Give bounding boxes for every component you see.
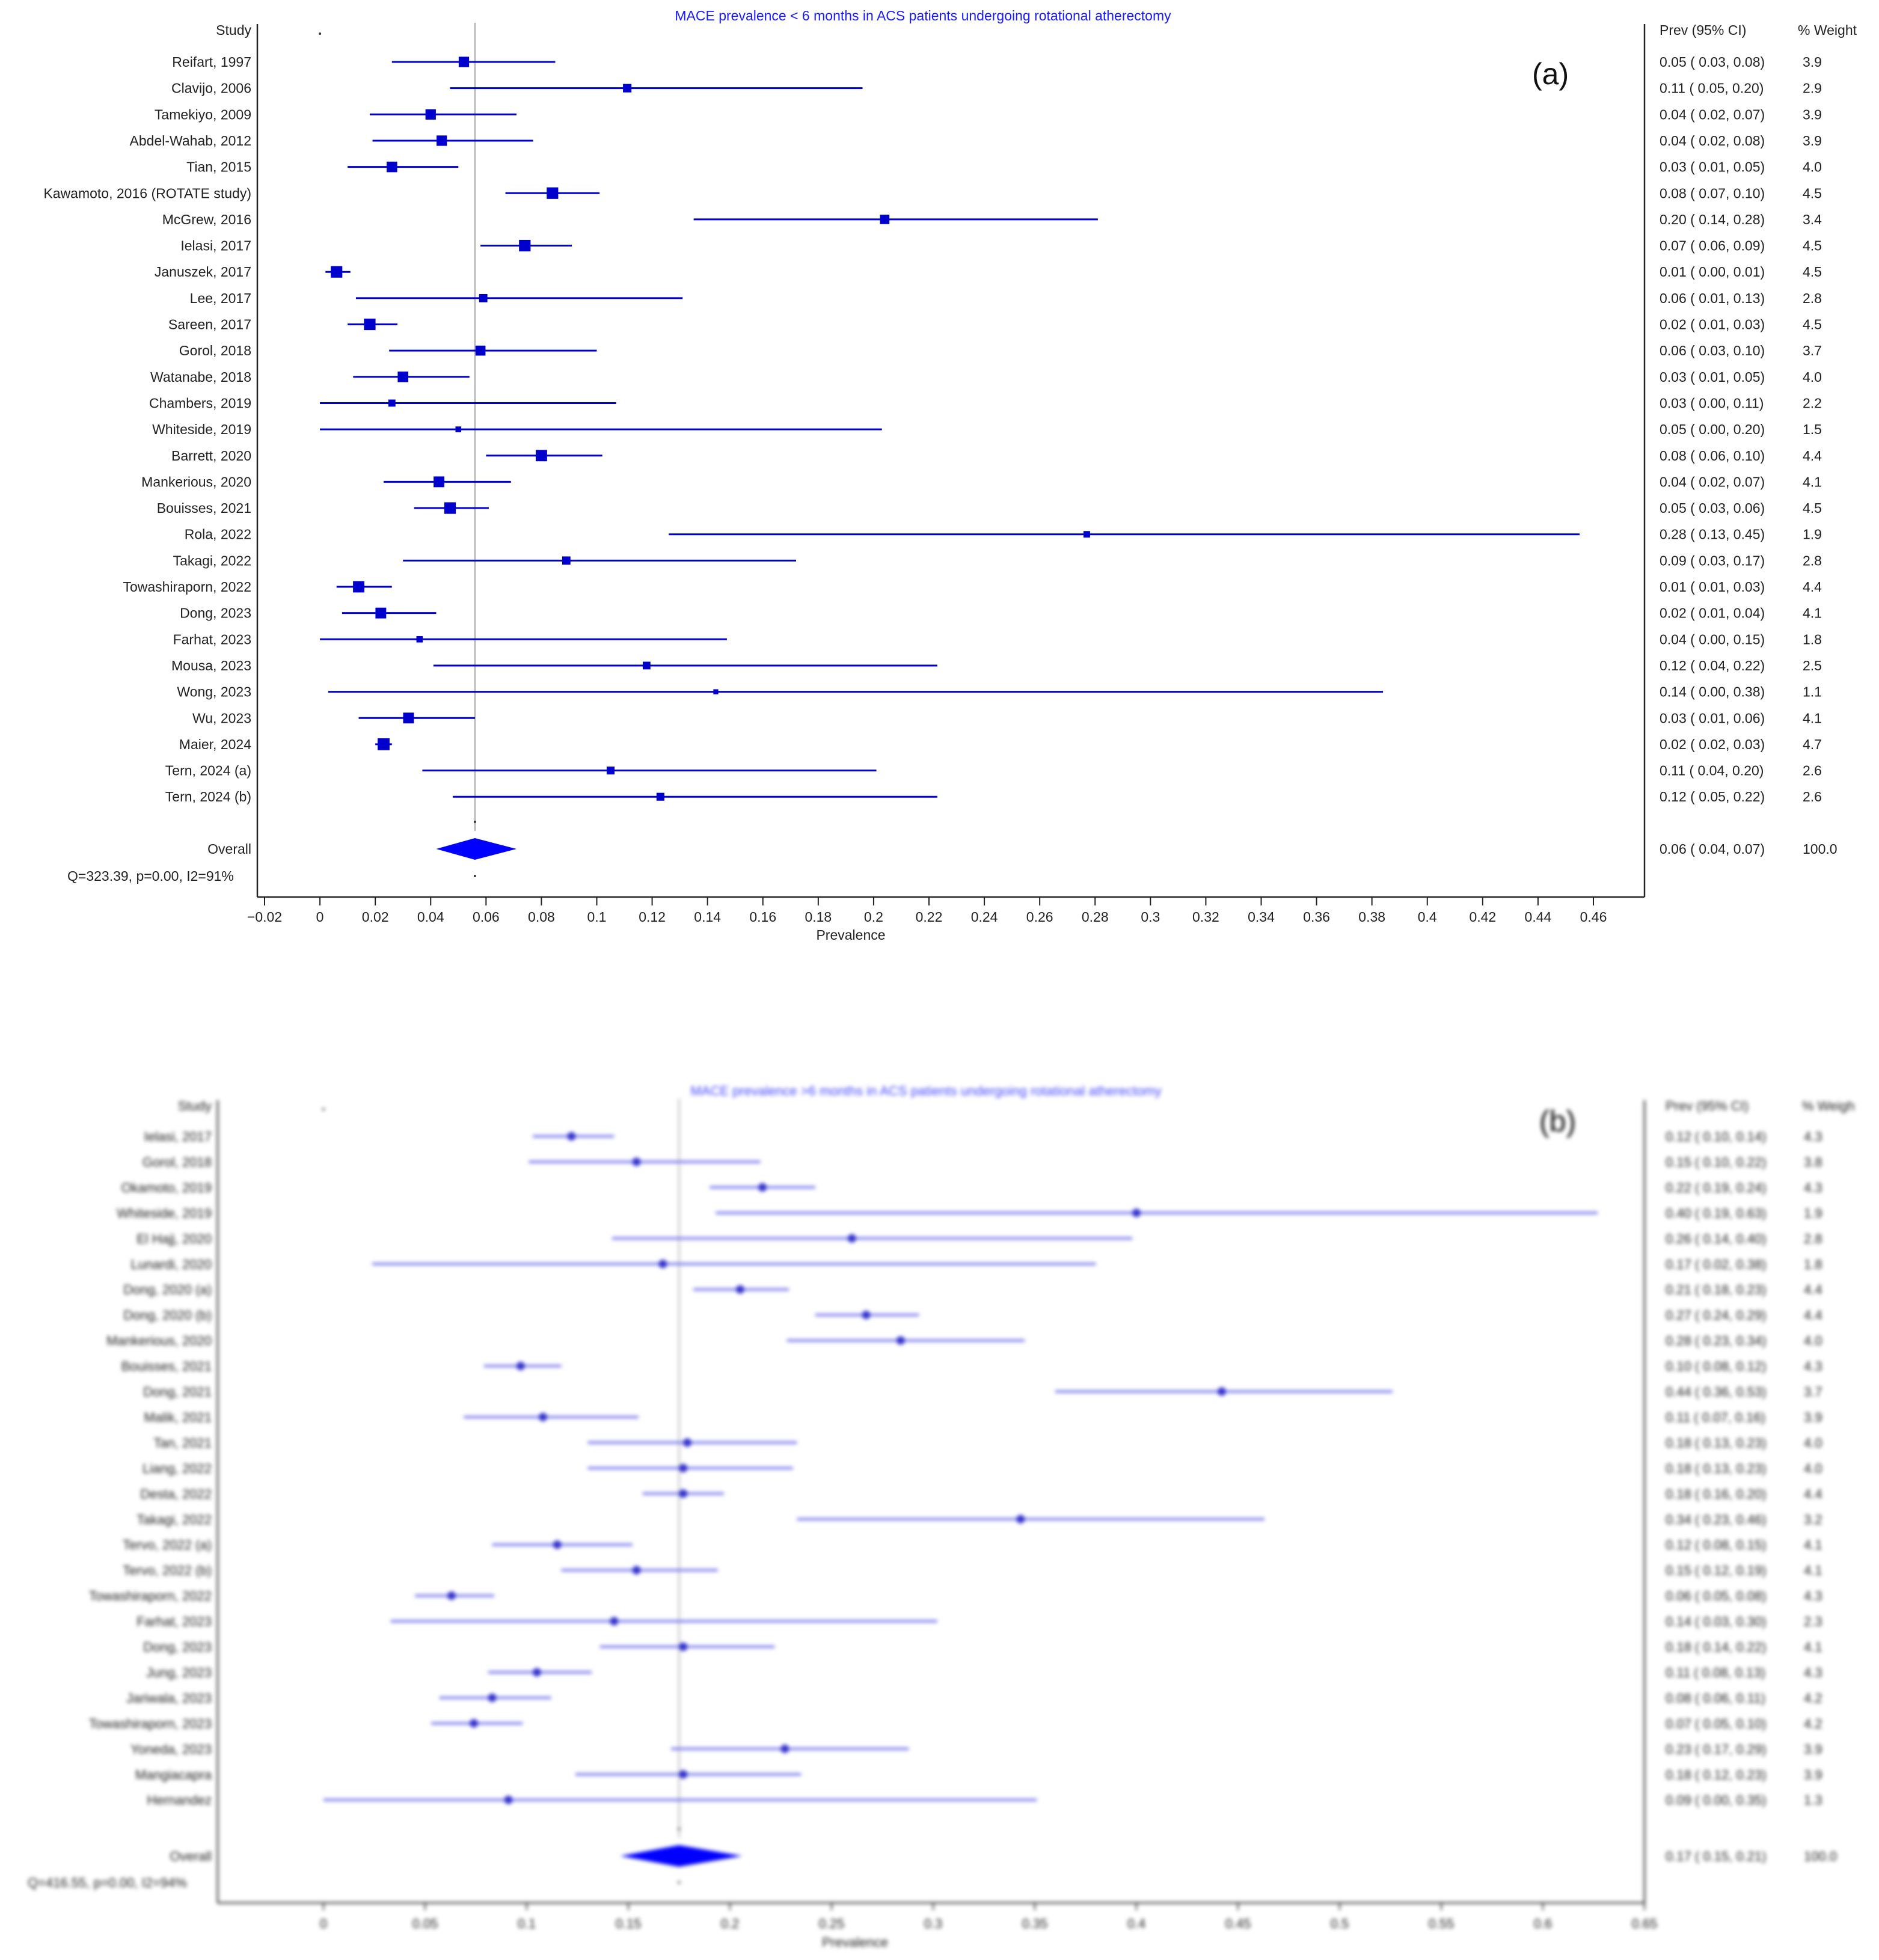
point-estimate-marker bbox=[470, 1719, 478, 1727]
x-tick-label: 0.15 bbox=[615, 1916, 642, 1931]
study-label: Januszek, 2017 bbox=[154, 264, 251, 280]
study-label: Dong, 2020 (a) bbox=[123, 1282, 212, 1297]
ci-text: 0.09 ( 0.00, 0.35) bbox=[1666, 1792, 1767, 1808]
x-tick-label: 0.28 bbox=[1081, 909, 1109, 925]
study-label: Jariwala, 2023 bbox=[126, 1690, 212, 1706]
x-tick-label: 0.1 bbox=[587, 909, 607, 925]
study-label: Reifart, 1997 bbox=[172, 54, 251, 70]
study-label: Whiteside, 2019 bbox=[117, 1205, 212, 1221]
point-estimate-marker bbox=[519, 240, 530, 251]
weight-text: 3.9 bbox=[1804, 1767, 1822, 1783]
weight-text: 4.3 bbox=[1804, 1588, 1822, 1604]
ci-text: 0.11 ( 0.08, 0.13) bbox=[1666, 1665, 1765, 1680]
study-label: Dong, 2023 bbox=[180, 605, 251, 621]
weight-text: 2.6 bbox=[1803, 762, 1822, 779]
study-label: Takagi, 2022 bbox=[173, 553, 251, 569]
ci-text: 0.04 ( 0.02, 0.07) bbox=[1660, 474, 1765, 490]
ci-text: 0.06 ( 0.01, 0.13) bbox=[1660, 290, 1765, 306]
weight-text: 2.9 bbox=[1803, 80, 1822, 96]
x-tick-label: 0.65 bbox=[1631, 1916, 1658, 1931]
weight-text: 3.4 bbox=[1803, 211, 1822, 227]
weight-text: 4.5 bbox=[1803, 237, 1822, 254]
ci-text: 0.12 ( 0.04, 0.22) bbox=[1660, 657, 1765, 673]
header-dot bbox=[322, 1108, 325, 1110]
point-estimate-marker bbox=[607, 767, 615, 774]
study-label: El Hajj, 2020 bbox=[136, 1231, 212, 1246]
point-estimate-marker bbox=[713, 689, 718, 694]
x-tick-label: 0.2 bbox=[720, 1916, 740, 1931]
point-estimate-marker bbox=[536, 450, 547, 461]
study-label: Bouisses, 2021 bbox=[156, 500, 251, 516]
point-estimate-marker bbox=[447, 1591, 456, 1600]
ci-text: 0.05 ( 0.00, 0.20) bbox=[1660, 421, 1765, 438]
x-tick-label: 0.14 bbox=[694, 909, 722, 925]
ci-column-header: Prev (95% CI) bbox=[1666, 1098, 1749, 1113]
x-tick-label: 0.3 bbox=[1141, 909, 1160, 925]
header-dot bbox=[319, 32, 321, 35]
weight-text: 4.5 bbox=[1803, 500, 1822, 516]
point-estimate-marker bbox=[353, 581, 364, 593]
reference-dot-top bbox=[474, 821, 476, 823]
point-estimate-marker bbox=[539, 1413, 547, 1421]
ci-text: 0.20 ( 0.14, 0.28) bbox=[1660, 211, 1765, 227]
study-label: Farhat, 2023 bbox=[173, 631, 251, 648]
weight-text: 4.0 bbox=[1804, 1435, 1822, 1451]
study-label: Towashiraporn, 2022 bbox=[88, 1588, 212, 1604]
point-estimate-marker bbox=[504, 1796, 513, 1804]
study-label: Barrett, 2020 bbox=[171, 447, 251, 464]
ci-text: 0.12 ( 0.10, 0.14) bbox=[1666, 1129, 1767, 1144]
point-estimate-marker bbox=[437, 135, 447, 145]
study-label: Tian, 2015 bbox=[186, 159, 251, 175]
ci-text: 0.14 ( 0.00, 0.38) bbox=[1660, 684, 1765, 700]
ci-text: 0.04 ( 0.00, 0.15) bbox=[1660, 631, 1765, 648]
point-estimate-marker bbox=[633, 1157, 641, 1166]
weight-text: 4.3 bbox=[1804, 1665, 1822, 1680]
study-label: Mousa, 2023 bbox=[171, 657, 251, 673]
point-estimate-marker bbox=[364, 319, 375, 330]
weight-text: 1.9 bbox=[1804, 1205, 1822, 1221]
x-tick-label: 0.44 bbox=[1524, 909, 1552, 925]
study-label: Mangiacapra bbox=[135, 1767, 212, 1783]
weight-text: 1.3 bbox=[1804, 1792, 1822, 1808]
ci-text: 0.02 ( 0.01, 0.04) bbox=[1660, 605, 1765, 621]
ci-text: 0.22 ( 0.19, 0.24) bbox=[1666, 1180, 1767, 1195]
weight-text: 2.8 bbox=[1804, 1231, 1822, 1246]
heterogeneity-stats: Q=416.55, p=0.00, I2=94% bbox=[28, 1875, 187, 1890]
ci-text: 0.44 ( 0.36, 0.53) bbox=[1666, 1384, 1767, 1400]
ci-text: 0.01 ( 0.01, 0.03) bbox=[1660, 579, 1765, 595]
ci-text: 0.07 ( 0.05, 0.10) bbox=[1666, 1716, 1767, 1732]
study-label: Gorol, 2018 bbox=[179, 343, 251, 359]
study-label: Towashiraporn, 2022 bbox=[123, 579, 251, 595]
panel-label: (b) bbox=[1539, 1104, 1577, 1138]
x-tick-label: 0.55 bbox=[1428, 1916, 1454, 1931]
weight-column-header: % Weight bbox=[1798, 22, 1857, 38]
study-label: Hernandez bbox=[147, 1792, 212, 1808]
study-label: Wong, 2023 bbox=[177, 684, 251, 700]
ci-text: 0.26 ( 0.14, 0.40) bbox=[1666, 1231, 1767, 1246]
x-tick-label: 0 bbox=[316, 909, 324, 925]
ci-text: 0.05 ( 0.03, 0.06) bbox=[1660, 500, 1765, 516]
overall-diamond bbox=[436, 838, 516, 860]
ci-text: 0.40 ( 0.19, 0.63) bbox=[1666, 1205, 1767, 1221]
chart-title: MACE prevalence < 6 months in ACS patients undergoing rotational atherectomy bbox=[675, 8, 1171, 23]
study-label: Tervo, 2022 (b) bbox=[123, 1563, 212, 1578]
point-estimate-marker bbox=[444, 502, 456, 513]
point-estimate-marker bbox=[476, 346, 486, 356]
ci-text: 0.18 ( 0.12, 0.23) bbox=[1666, 1767, 1767, 1783]
ci-text: 0.18 ( 0.14, 0.22) bbox=[1666, 1640, 1767, 1655]
x-tick-label: 0.2 bbox=[863, 909, 883, 925]
weight-text: 3.9 bbox=[1803, 106, 1822, 123]
point-estimate-marker bbox=[897, 1337, 905, 1345]
overall-ci-text: 0.06 ( 0.04, 0.07) bbox=[1660, 841, 1765, 857]
overall-label: Overall bbox=[207, 841, 251, 857]
ci-text: 0.18 ( 0.13, 0.23) bbox=[1666, 1435, 1767, 1451]
study-label: Whiteside, 2019 bbox=[152, 421, 251, 438]
x-tick-label: 0.38 bbox=[1358, 909, 1386, 925]
point-estimate-marker bbox=[880, 215, 889, 224]
weight-text: 4.1 bbox=[1804, 1563, 1822, 1578]
x-tick-label: 0.06 bbox=[472, 909, 500, 925]
ci-text: 0.12 ( 0.05, 0.22) bbox=[1660, 789, 1765, 805]
ci-text: 0.12 ( 0.08, 0.15) bbox=[1666, 1537, 1767, 1553]
weight-text: 2.5 bbox=[1803, 657, 1822, 673]
study-label: Bouisses, 2021 bbox=[121, 1359, 212, 1374]
study-label: Takagi, 2022 bbox=[136, 1511, 212, 1527]
study-label: Gorol, 2018 bbox=[143, 1154, 212, 1170]
overall-weight-text: 100.0 bbox=[1804, 1849, 1838, 1864]
x-tick-label: 0.6 bbox=[1533, 1916, 1553, 1931]
ci-text: 0.06 ( 0.05, 0.08) bbox=[1666, 1588, 1767, 1604]
point-estimate-marker bbox=[848, 1234, 856, 1243]
study-column-header: Study bbox=[216, 22, 251, 38]
x-tick-label: 0.45 bbox=[1225, 1916, 1251, 1931]
x-tick-label: 0.22 bbox=[915, 909, 943, 925]
ci-text: 0.04 ( 0.02, 0.08) bbox=[1660, 132, 1765, 149]
weight-text: 4.4 bbox=[1804, 1308, 1822, 1323]
overall-ci-text: 0.17 ( 0.15, 0.21) bbox=[1666, 1849, 1767, 1864]
ci-text: 0.09 ( 0.03, 0.17) bbox=[1660, 553, 1765, 569]
ci-text: 0.28 ( 0.13, 0.45) bbox=[1660, 526, 1765, 542]
weight-text: 3.8 bbox=[1804, 1154, 1822, 1170]
weight-text: 4.1 bbox=[1803, 710, 1822, 726]
weight-text: 4.3 bbox=[1804, 1359, 1822, 1374]
x-tick-label: 0.12 bbox=[639, 909, 666, 925]
ci-text: 0.15 ( 0.12, 0.19) bbox=[1666, 1563, 1767, 1578]
point-estimate-marker bbox=[459, 57, 469, 67]
weight-text: 4.0 bbox=[1804, 1460, 1822, 1476]
weight-text: 4.5 bbox=[1803, 316, 1822, 332]
weight-text: 4.0 bbox=[1803, 159, 1822, 175]
point-estimate-marker bbox=[331, 266, 342, 278]
point-estimate-marker bbox=[610, 1617, 618, 1626]
study-column-header: Study bbox=[177, 1098, 212, 1113]
weight-text: 3.9 bbox=[1804, 1741, 1822, 1757]
ci-text: 0.18 ( 0.16, 0.20) bbox=[1666, 1486, 1767, 1502]
study-label: Dong, 2021 bbox=[143, 1384, 212, 1400]
point-estimate-marker bbox=[780, 1745, 789, 1753]
x-tick-label: 0.32 bbox=[1192, 909, 1219, 925]
study-label: Mankerious, 2020 bbox=[106, 1333, 212, 1349]
reference-dot-bottom bbox=[474, 875, 476, 877]
x-tick-label: 0.3 bbox=[924, 1916, 943, 1931]
weight-text: 1.9 bbox=[1803, 526, 1822, 542]
point-estimate-marker bbox=[736, 1285, 744, 1294]
weight-text: 4.3 bbox=[1804, 1180, 1822, 1195]
study-label: Maier, 2024 bbox=[179, 736, 251, 752]
point-estimate-marker bbox=[679, 1770, 687, 1778]
reference-dot-bottom bbox=[678, 1881, 681, 1884]
ci-text: 0.10 ( 0.08, 0.12) bbox=[1666, 1359, 1767, 1374]
x-tick-label: 0.34 bbox=[1248, 909, 1275, 925]
x-tick-label: 0.42 bbox=[1469, 909, 1497, 925]
point-estimate-marker bbox=[1084, 531, 1090, 537]
x-axis-label: Prevalence bbox=[821, 1935, 889, 1950]
weight-text: 4.1 bbox=[1803, 474, 1822, 490]
point-estimate-marker bbox=[862, 1311, 870, 1319]
weight-text: 4.1 bbox=[1803, 605, 1822, 621]
study-label: Farhat, 2023 bbox=[136, 1614, 212, 1629]
x-tick-label: 0.18 bbox=[805, 909, 832, 925]
weight-text: 4.5 bbox=[1803, 185, 1822, 201]
weight-text: 1.8 bbox=[1803, 631, 1822, 648]
point-estimate-marker bbox=[633, 1566, 641, 1575]
x-tick-label: 0.35 bbox=[1022, 1916, 1048, 1931]
point-estimate-marker bbox=[403, 712, 414, 723]
study-label: McGrew, 2016 bbox=[162, 211, 251, 227]
study-label: Malik, 2021 bbox=[144, 1409, 212, 1425]
weight-text: 4.1 bbox=[1804, 1537, 1822, 1553]
point-estimate-marker bbox=[426, 109, 436, 120]
weight-text: 3.7 bbox=[1803, 343, 1822, 359]
study-label: Towashiraporn, 2023 bbox=[88, 1716, 212, 1732]
ci-text: 0.02 ( 0.02, 0.03) bbox=[1660, 736, 1765, 752]
study-label: Liang, 2022 bbox=[143, 1460, 212, 1476]
point-estimate-marker bbox=[479, 294, 488, 302]
chart-title: MACE prevalence >6 months in ACS patients undergoing rotational atherectomy bbox=[690, 1083, 1162, 1098]
point-estimate-marker bbox=[562, 556, 571, 565]
weight-text: 4.4 bbox=[1804, 1486, 1822, 1502]
ci-text: 0.08 ( 0.07, 0.10) bbox=[1660, 185, 1765, 201]
point-estimate-marker bbox=[643, 662, 651, 670]
study-label: Okamoto, 2019 bbox=[121, 1180, 212, 1195]
weight-text: 4.0 bbox=[1803, 369, 1822, 385]
weight-text: 4.1 bbox=[1804, 1640, 1822, 1655]
weight-text: 4.7 bbox=[1803, 736, 1822, 752]
x-tick-label: 0.02 bbox=[361, 909, 389, 925]
point-estimate-marker bbox=[375, 608, 386, 619]
ci-text: 0.11 ( 0.07, 0.16) bbox=[1666, 1409, 1765, 1425]
ci-column-header: Prev (95% CI) bbox=[1660, 22, 1747, 38]
point-estimate-marker bbox=[679, 1464, 687, 1472]
ci-text: 0.06 ( 0.03, 0.10) bbox=[1660, 343, 1765, 359]
study-label: Tern, 2024 (a) bbox=[165, 762, 251, 779]
ci-text: 0.34 ( 0.23, 0.46) bbox=[1666, 1511, 1767, 1527]
ci-text: 0.03 ( 0.00, 0.11) bbox=[1660, 395, 1764, 411]
point-estimate-marker bbox=[488, 1694, 497, 1702]
x-tick-label: 0.24 bbox=[970, 909, 998, 925]
weight-text: 4.4 bbox=[1804, 1282, 1822, 1297]
ci-text: 0.11 ( 0.05, 0.20) bbox=[1660, 80, 1764, 96]
study-label: Tan, 2021 bbox=[153, 1435, 212, 1451]
ci-text: 0.02 ( 0.01, 0.03) bbox=[1660, 316, 1765, 332]
point-estimate-marker bbox=[1132, 1208, 1141, 1217]
study-label: Tamekiyo, 2009 bbox=[154, 106, 251, 123]
study-label: Ielasi, 2017 bbox=[180, 237, 251, 254]
ci-text: 0.03 ( 0.01, 0.05) bbox=[1660, 159, 1765, 175]
study-label: Wu, 2023 bbox=[192, 710, 251, 726]
overall-label: Overall bbox=[170, 1849, 212, 1864]
point-estimate-marker bbox=[417, 636, 423, 643]
weight-text: 1.8 bbox=[1804, 1257, 1822, 1272]
weight-text: 4.0 bbox=[1804, 1333, 1822, 1349]
x-tick-label: 0.04 bbox=[417, 909, 444, 925]
study-label: Ielasi, 2017 bbox=[144, 1129, 212, 1144]
study-label: Lunardi, 2020 bbox=[130, 1257, 212, 1272]
point-estimate-marker bbox=[388, 400, 396, 407]
ci-text: 0.14 ( 0.03, 0.30) bbox=[1666, 1614, 1767, 1629]
reference-dot-top bbox=[678, 1828, 681, 1830]
weight-text: 1.1 bbox=[1803, 684, 1822, 700]
point-estimate-marker bbox=[533, 1668, 541, 1676]
point-estimate-marker bbox=[1218, 1388, 1226, 1396]
weight-text: 2.2 bbox=[1803, 395, 1822, 411]
study-label: Dong, 2023 bbox=[143, 1640, 212, 1655]
study-label: Dong, 2020 (b) bbox=[123, 1308, 212, 1323]
x-tick-label: 0.46 bbox=[1580, 909, 1607, 925]
point-estimate-marker bbox=[683, 1438, 691, 1447]
point-estimate-marker bbox=[1016, 1515, 1025, 1524]
study-label: Mankerious, 2020 bbox=[141, 474, 251, 490]
x-tick-label: 0.4 bbox=[1127, 1916, 1146, 1931]
ci-text: 0.03 ( 0.01, 0.05) bbox=[1660, 369, 1765, 385]
study-label: Jung, 2023 bbox=[146, 1665, 212, 1680]
weight-text: 4.5 bbox=[1803, 264, 1822, 280]
x-axis-label: Prevalence bbox=[816, 927, 886, 943]
weight-text: 3.9 bbox=[1803, 132, 1822, 149]
study-label: Chambers, 2019 bbox=[149, 395, 251, 411]
overall-diamond bbox=[620, 1845, 742, 1867]
weight-text: 3.2 bbox=[1804, 1511, 1822, 1527]
weight-text: 4.2 bbox=[1804, 1716, 1822, 1732]
study-label: Clavijo, 2006 bbox=[171, 80, 251, 96]
weight-text: 4.4 bbox=[1803, 579, 1822, 595]
ci-text: 0.18 ( 0.13, 0.23) bbox=[1666, 1460, 1767, 1476]
ci-text: 0.21 ( 0.18, 0.23) bbox=[1666, 1282, 1767, 1297]
study-label: Yoneda, 2023 bbox=[130, 1741, 212, 1757]
x-tick-label: 0 bbox=[319, 1916, 328, 1931]
point-estimate-marker bbox=[387, 162, 397, 173]
point-estimate-marker bbox=[567, 1132, 575, 1141]
point-estimate-marker bbox=[623, 84, 631, 93]
x-tick-label: 0.36 bbox=[1303, 909, 1330, 925]
weight-text: 4.2 bbox=[1804, 1690, 1822, 1706]
weight-text: 2.6 bbox=[1803, 789, 1822, 805]
point-estimate-marker bbox=[547, 188, 558, 199]
study-label: Tervo, 2022 (a) bbox=[123, 1537, 212, 1553]
study-label: Lee, 2017 bbox=[189, 290, 251, 306]
weight-text: 2.8 bbox=[1803, 290, 1822, 306]
ci-text: 0.05 ( 0.03, 0.08) bbox=[1660, 54, 1765, 70]
ci-text: 0.08 ( 0.06, 0.10) bbox=[1660, 447, 1765, 464]
forest-plot-panel-b bbox=[28, 1083, 1855, 1950]
point-estimate-marker bbox=[397, 372, 408, 382]
forest-plot-panel-a bbox=[43, 8, 1857, 943]
study-label: Rola, 2022 bbox=[184, 526, 251, 542]
ci-text: 0.01 ( 0.00, 0.01) bbox=[1660, 264, 1765, 280]
x-tick-label: 0.5 bbox=[1330, 1916, 1349, 1931]
study-label: Kawamoto, 2016 (ROTATE study) bbox=[43, 185, 251, 201]
weight-text: 3.9 bbox=[1804, 1409, 1822, 1425]
heterogeneity-stats: Q=323.39, p=0.00, I2=91% bbox=[67, 868, 234, 884]
panel-label: (a) bbox=[1532, 57, 1569, 91]
x-tick-label: 0.4 bbox=[1417, 909, 1437, 925]
weight-text: 3.7 bbox=[1804, 1384, 1822, 1400]
weight-text: 3.9 bbox=[1803, 54, 1822, 70]
point-estimate-marker bbox=[679, 1643, 687, 1651]
ci-text: 0.17 ( 0.02, 0.38) bbox=[1666, 1257, 1767, 1272]
point-estimate-marker bbox=[657, 793, 664, 801]
weight-text: 1.5 bbox=[1803, 421, 1822, 438]
x-tick-label: 0.25 bbox=[818, 1916, 845, 1931]
ci-text: 0.07 ( 0.06, 0.09) bbox=[1660, 237, 1765, 254]
ci-text: 0.04 ( 0.02, 0.07) bbox=[1660, 106, 1765, 123]
point-estimate-marker bbox=[758, 1183, 767, 1192]
x-tick-label: 0.1 bbox=[517, 1916, 536, 1931]
weight-text: 2.3 bbox=[1804, 1614, 1822, 1629]
weight-column-header: % Weigh bbox=[1802, 1098, 1855, 1113]
weight-text: 4.4 bbox=[1803, 447, 1822, 464]
study-label: Abdel-Wahab, 2012 bbox=[129, 132, 251, 149]
ci-text: 0.27 ( 0.24, 0.29) bbox=[1666, 1308, 1767, 1323]
ci-text: 0.28 ( 0.23, 0.34) bbox=[1666, 1333, 1767, 1349]
ci-text: 0.08 ( 0.06, 0.11) bbox=[1666, 1690, 1765, 1706]
point-estimate-marker bbox=[553, 1540, 562, 1549]
x-tick-label: 0.08 bbox=[528, 909, 555, 925]
study-label: Sareen, 2017 bbox=[168, 316, 251, 332]
study-label: Watanabe, 2018 bbox=[150, 369, 251, 385]
point-estimate-marker bbox=[378, 738, 390, 750]
study-label: Desta, 2022 bbox=[140, 1486, 212, 1502]
ci-text: 0.11 ( 0.04, 0.20) bbox=[1660, 762, 1764, 779]
x-tick-label: 0.26 bbox=[1026, 909, 1053, 925]
x-tick-label: −0.02 bbox=[247, 909, 283, 925]
overall-weight-text: 100.0 bbox=[1803, 841, 1838, 857]
ci-text: 0.15 ( 0.10, 0.22) bbox=[1666, 1154, 1767, 1170]
weight-text: 4.3 bbox=[1804, 1129, 1822, 1144]
point-estimate-marker bbox=[658, 1260, 667, 1268]
study-label: Tern, 2024 (b) bbox=[165, 789, 251, 805]
ci-text: 0.03 ( 0.01, 0.06) bbox=[1660, 710, 1765, 726]
point-estimate-marker bbox=[434, 476, 444, 487]
point-estimate-marker bbox=[679, 1489, 687, 1498]
ci-text: 0.23 ( 0.17, 0.29) bbox=[1666, 1741, 1767, 1757]
x-tick-label: 0.16 bbox=[749, 909, 777, 925]
point-estimate-marker bbox=[455, 426, 461, 432]
x-tick-label: 0.05 bbox=[412, 1916, 438, 1931]
weight-text: 2.8 bbox=[1803, 553, 1822, 569]
point-estimate-marker bbox=[516, 1362, 525, 1370]
